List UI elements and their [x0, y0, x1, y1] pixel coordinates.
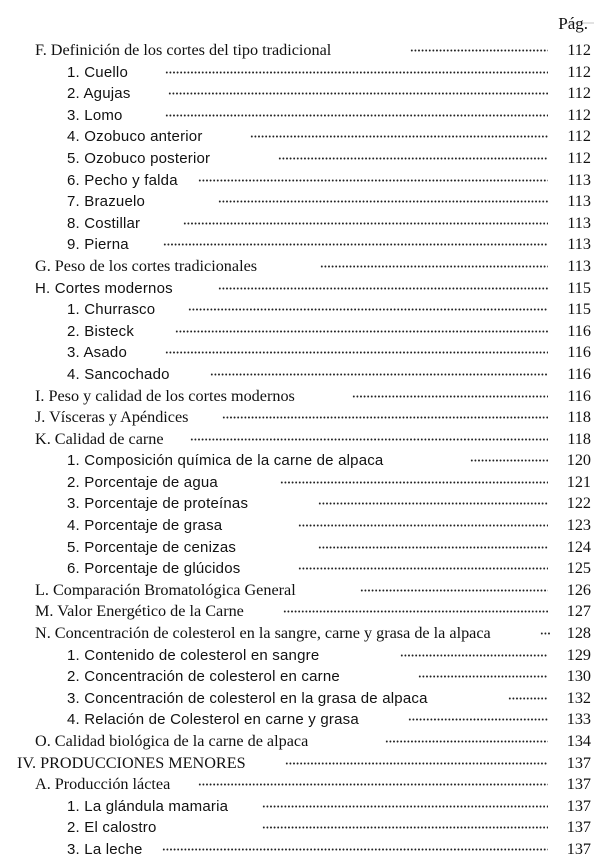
leader-dots: [385, 740, 548, 748]
toc-entry-page: 115: [567, 300, 591, 319]
toc-entry[interactable]: [0, 450, 600, 472]
leader-dots: [540, 632, 550, 640]
leader-dots: [163, 243, 548, 251]
toc-entry-page: 122: [566, 494, 591, 513]
leader-dots: [162, 848, 548, 856]
toc-entry-label: 4. Ozobuco anterior: [67, 128, 203, 146]
leader-dots: [190, 438, 548, 446]
toc-entry-page: 112: [567, 127, 591, 146]
leader-dots: [470, 459, 548, 467]
toc-entry[interactable]: [0, 213, 600, 235]
toc-entry-label: 3. Lomo: [67, 106, 123, 124]
leader-dots: [198, 783, 548, 791]
toc-entry-page: 112: [567, 148, 591, 167]
toc-entry[interactable]: [0, 731, 600, 753]
toc-entry-label: 6. Porcentaje de glúcidos: [67, 560, 241, 578]
leader-dots: [218, 200, 548, 208]
toc-entry-page: 137: [566, 818, 591, 837]
toc-entry-page: 120: [566, 451, 591, 470]
leader-dots: [360, 589, 548, 597]
toc-entry[interactable]: [0, 40, 600, 62]
leader-dots: [210, 373, 548, 381]
leader-dots: [175, 330, 548, 338]
leader-dots: [408, 718, 548, 726]
toc-entry[interactable]: [0, 472, 600, 494]
leader-dots: [280, 481, 548, 489]
leader-dots: [318, 546, 548, 554]
toc-entry[interactable]: [0, 558, 600, 580]
toc-entry-label: 1. Churrasco: [67, 301, 156, 319]
toc-entry[interactable]: [0, 148, 600, 170]
toc-entry[interactable]: [0, 256, 600, 278]
toc-entry[interactable]: [0, 537, 600, 559]
toc-entry-label: 5. Porcentaje de cenizas: [67, 538, 237, 556]
toc-entry-page: 113: [567, 192, 591, 211]
toc-entry-label: I. Peso y calidad de los cortes modernos: [35, 386, 295, 405]
toc-entry-page: 113: [567, 235, 591, 254]
toc-entry[interactable]: [0, 515, 600, 537]
toc-entry-label: 2. El calostro: [67, 819, 157, 837]
toc-entry[interactable]: [0, 234, 600, 256]
toc-entry-page: 113: [567, 213, 591, 232]
toc-entry-label: M. Valor Energético de la Carne: [35, 602, 244, 621]
toc-entry-page: 115: [567, 278, 591, 297]
toc-entry-page: 118: [567, 429, 591, 448]
leader-dots: [352, 395, 548, 403]
toc-entry-page: 116: [567, 343, 591, 362]
toc-entry[interactable]: [0, 839, 600, 861]
toc-entry[interactable]: [0, 796, 600, 818]
toc-entry-label: 4. Relación de Colesterol en carne y grasa: [67, 711, 359, 729]
toc-entry-page: 125: [566, 559, 591, 578]
leader-dots: [198, 179, 548, 187]
toc-entry-page: 112: [567, 62, 591, 81]
leader-dots: [283, 610, 548, 618]
toc-entry-label: 3. La leche: [67, 840, 143, 858]
toc-entry[interactable]: [0, 342, 600, 364]
toc-entry-label: 2. Concentración de colesterol en carne: [67, 668, 340, 686]
toc-entry-page: 112: [567, 105, 591, 124]
leader-dots: [320, 265, 548, 273]
toc-entry-page: 126: [566, 580, 591, 599]
toc-entry-page: 123: [566, 516, 591, 535]
toc-entry-page: 116: [567, 321, 591, 340]
leader-dots: [278, 157, 548, 165]
toc-entry-page: 121: [566, 472, 591, 491]
toc-entry-label: 1. Cuello: [67, 63, 129, 81]
toc-entry-label: F. Definición de los cortes del tipo tradicional: [35, 41, 332, 59]
toc-entry-label: IV. PRODUCCIONES MENORES: [17, 753, 246, 772]
toc-entry[interactable]: [0, 645, 600, 667]
toc-entry-page: 128: [566, 624, 591, 643]
toc-entry-page: 124: [566, 537, 591, 556]
toc-entry[interactable]: [0, 493, 600, 515]
toc-entry-label: 2. Bisteck: [67, 322, 135, 340]
toc-entry[interactable]: [0, 191, 600, 213]
toc-entry-page: 129: [566, 645, 591, 664]
toc-entry-page: 137: [566, 796, 591, 815]
toc-entry[interactable]: [0, 601, 600, 623]
toc-entry-label: G. Peso de los cortes tradicionales: [35, 256, 258, 275]
toc-entry-page: 112: [567, 84, 591, 103]
leader-dots: [418, 675, 548, 683]
toc-entry-page: 130: [566, 667, 591, 686]
leader-dots: [400, 654, 548, 662]
toc-entry-label: 6. Pecho y falda: [67, 171, 178, 189]
toc-entry[interactable]: [0, 753, 600, 775]
leader-dots: [222, 416, 548, 424]
leader-dots: [218, 287, 548, 295]
toc-entry-label: L. Comparación Bromatológica General: [35, 580, 296, 599]
toc-entry-label: 4. Porcentaje de grasa: [67, 517, 223, 535]
leader-dots: [262, 805, 548, 813]
toc-entry[interactable]: [0, 407, 600, 429]
leader-dots: [285, 762, 548, 770]
toc-entry-label: 3. Asado: [67, 344, 127, 362]
leader-dots: [508, 697, 548, 705]
toc-entry[interactable]: [0, 62, 600, 84]
toc-entry[interactable]: [0, 774, 600, 796]
toc-entry-label: 1. Contenido de colesterol en sangre: [67, 646, 320, 664]
leader-dots: [410, 49, 548, 57]
toc-entry-label: 1. La glándula mamaria: [67, 797, 229, 815]
toc-entry[interactable]: [0, 580, 600, 602]
leader-dots: [165, 351, 548, 359]
toc-entry[interactable]: [0, 386, 600, 408]
toc-entry-page: 116: [567, 386, 591, 405]
toc-entry-label: J. Vísceras y Apéndices: [35, 408, 189, 427]
toc-entry-page: 137: [566, 775, 591, 794]
leader-dots: [250, 135, 548, 143]
leader-dots: [188, 308, 548, 316]
toc-entry-label: H. Cortes modernos: [35, 279, 173, 297]
toc-entry-label: 8. Costillar: [67, 214, 141, 232]
leader-dots: [262, 826, 548, 834]
leader-dots: [165, 71, 548, 79]
toc-entry-label: K. Calidad de carne: [35, 429, 164, 448]
toc-entry-label: 2. Porcentaje de agua: [67, 473, 218, 491]
toc-entry[interactable]: [0, 623, 600, 645]
leader-dots: [318, 502, 548, 510]
leader-dots: [165, 114, 548, 122]
leader-dots: [298, 567, 548, 575]
toc-entry-page: 127: [566, 602, 591, 621]
toc-entry-page: 137: [566, 753, 591, 772]
toc-entry[interactable]: [0, 83, 600, 105]
toc-entry-label: 1. Composición química de la carne de alpaca: [67, 452, 384, 470]
leader-dots: [168, 92, 548, 100]
toc-entry[interactable]: [0, 321, 600, 343]
toc-entry-page: 113: [567, 170, 591, 189]
toc-entry[interactable]: [0, 709, 600, 731]
toc-entry-page: 137: [566, 839, 591, 858]
toc-entry[interactable]: [0, 429, 600, 451]
toc-entry[interactable]: [0, 105, 600, 127]
toc-entry-label: N. Concentración de colesterol en la sangre, carne y grasa de la alpaca: [35, 624, 491, 643]
leader-dots: [183, 222, 548, 230]
toc-entry-label: 7. Brazuelo: [67, 193, 146, 211]
toc-entry[interactable]: [0, 817, 600, 839]
toc-entry[interactable]: [0, 278, 600, 300]
toc-entry-page: 112: [567, 41, 591, 59]
toc-entry[interactable]: [0, 688, 600, 710]
toc-entry-label: 2. Agujas: [67, 85, 131, 103]
table-of-contents: [0, 40, 600, 861]
toc-entry-page: 116: [567, 364, 591, 383]
leader-dots: [298, 524, 548, 532]
toc-entry[interactable]: [0, 170, 600, 192]
toc-entry-page: 118: [567, 408, 591, 427]
toc-entry[interactable]: [0, 299, 600, 321]
toc-entry-page: 133: [566, 710, 591, 729]
toc-entry[interactable]: [0, 126, 600, 148]
toc-entry-label: O. Calidad biológica de la carne de alpaca: [35, 732, 309, 750]
toc-entry[interactable]: [0, 364, 600, 386]
page-column-header: Pág.: [558, 14, 588, 33]
toc-entry-label: 9. Pierna: [67, 236, 129, 254]
toc-entry-label: 4. Sancochado: [67, 365, 170, 383]
toc-entry-label: 5. Ozobuco posterior: [67, 149, 211, 167]
toc-entry-label: 3. Porcentaje de proteínas: [67, 495, 249, 513]
toc-entry-label: A. Producción láctea: [35, 775, 171, 794]
toc-entry-page: 134: [566, 732, 591, 750]
toc-entry[interactable]: [0, 666, 600, 688]
toc-entry-page: 132: [566, 688, 591, 707]
toc-entry-page: 113: [567, 256, 591, 275]
toc-entry-label: 3. Concentración de colesterol en la grasa de alpaca: [67, 689, 428, 707]
